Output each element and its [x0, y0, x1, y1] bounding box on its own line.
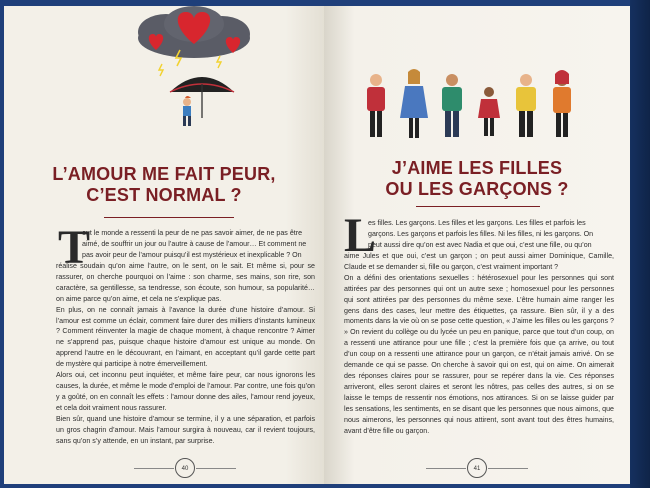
person-figure [478, 87, 500, 136]
right-page [324, 6, 630, 484]
person-figure [516, 74, 536, 137]
paragraph: Alors oui, cet inconnu peut inquiéter, et même faire peur, car nous ignorons les causes, la durée, et même le mode d’emploi de l’amour. Par contre, une fois qu’on y a goûté, on en connaît les effets : l’amour donne des ailes, l’amour rend joyeux, et cela doit vraiment nous rassurer. [56, 371, 315, 412]
right-title-line1: J’AIME LES FILLES [391, 158, 563, 178]
paragraph: aime Jules et que oui, c’est un garçon ; on peut aussi aimer Dominique, Camille, Claude et se demander si, fille ou garçon, c’est vraiment important ? [344, 252, 614, 271]
right-title-rule [416, 206, 540, 207]
person-figure [400, 69, 428, 138]
person-figure [442, 74, 462, 137]
left-title-rule [104, 217, 234, 218]
right-line2: garçons. Les garçons et parfois les filles. Ni les filles, ni les garçons. On [368, 230, 594, 238]
boy-figure [183, 96, 191, 126]
paragraph: Bien sûr, quand une histoire d’amour se termine, il y a une séparation, et parfois un gros chagrin d’amour. Mais l’amour surgira à nouveau, car il revient toujours, sans qu’on s’y attende, en un instant, par surprise. [56, 414, 315, 445]
page-number-left: 40 [175, 458, 195, 478]
right-drop-cap: L [344, 209, 377, 262]
left-line3: pas avoir peur de l’amour puisqu’il est mystérieux et inexplicable ? On [82, 251, 302, 259]
left-body [56, 261, 315, 446]
left-drop-cap: T [58, 221, 91, 274]
paragraph: réalise soudain qu’on aime l’autre, on le sent, on le sait. Et même si, pour se rassurer, on cherche pourquoi on l’aime : son charme, ses mains, son rire, son caractère, sa gentillesse, sa tendresse, son écoute, son humour, sa popularité… on aime parce qu’on aime, et cela ne s’explique pas. [56, 262, 315, 303]
right-title-line2: OU LES GARÇONS ? [385, 179, 569, 199]
right-first-line: es filles. Les garçons. Les filles et les garçons. Les filles et parfois les [368, 219, 586, 227]
book-cover-edge [630, 0, 650, 488]
right-line3: peut aussi dire qu’on est avec Nadia et que oui, c’est une fille, ou qu’on [368, 241, 592, 249]
right-title [324, 158, 630, 200]
left-page [4, 6, 324, 484]
umbrella-icon [170, 77, 234, 118]
left-title-line2: C’EST NORMAL ? [86, 185, 242, 205]
left-line2: aimé, de souffrir un jour ou l’autre à cause de l’amour… Et comment ne [82, 240, 307, 248]
people-group-illustration [354, 62, 604, 152]
person-figure [553, 70, 571, 137]
storm-cloud-illustration [124, 6, 264, 126]
page-number-right: 41 [467, 458, 487, 478]
paragraph: On a défini des orientations sexuelles : hétérosexuel pour les personnes qui sont attirées par des personnes qui ont un autre sexe ; homosexuel pour les personnes qui sont attirées par des personnes du même sexe. L’être humain aime ranger les gens dans des cases, leur mettre des étiquettes, ça rassure. Bien sûr, il y a des moments dans la vie où on se pose cette question, « J’aime les filles ou les garçons ? » On revient du collège ou du lycée un peu en panique, parce que tout d’un coup, on a ressenti une attirance pour une fille ; c’est la première fois que ça arrive, ou tout d’un coup on a ressenti une attirance pour un garçon, ce n’était jamais arrivé. On se demande ce qui se passe. On cherche à savoir qui on est, qui on aime. On aimerait des réponses claires pour se rassurer, pour se repérer dans la vie. Ces réponses arriveront, elles seront claires et seront les nôtres, pas celles des autres, si on se laisse le temps de ressentir nos émotions, nos attirances. Si on se laisse guider par les sensations, les sentiments, en se disant que les personnes que nous aimons, que nous aimerons, les personnes qui nous attirent, sont avant tout des êtres humains, avant d’être fille ou garçon. [344, 273, 614, 435]
left-title-line1: L’AMOUR ME FAIT PEUR, [52, 164, 276, 184]
left-first-line: out le monde a ressenti la peur de ne pas savoir aimer, de ne pas être [82, 229, 303, 237]
right-body [344, 251, 614, 436]
paragraph: En plus, on ne connaît jamais à l’avance la durée d’une histoire d’amour. Si l’amour est comme un éclair, comment faire durer des milliers d’instants lumineux ? Comment réinventer la magie de chaque moment, à chaque rencontre ? Aimer ne s’apprend pas, puisque chaque histoire d’amour est unique au monde. On apprend l’autre en le découvrant, en l’aimant, en acceptant qu’il garde cette part de mystère qui participe à notre émerveillement. [56, 305, 315, 369]
left-title [4, 164, 324, 206]
person-figure [367, 74, 385, 137]
